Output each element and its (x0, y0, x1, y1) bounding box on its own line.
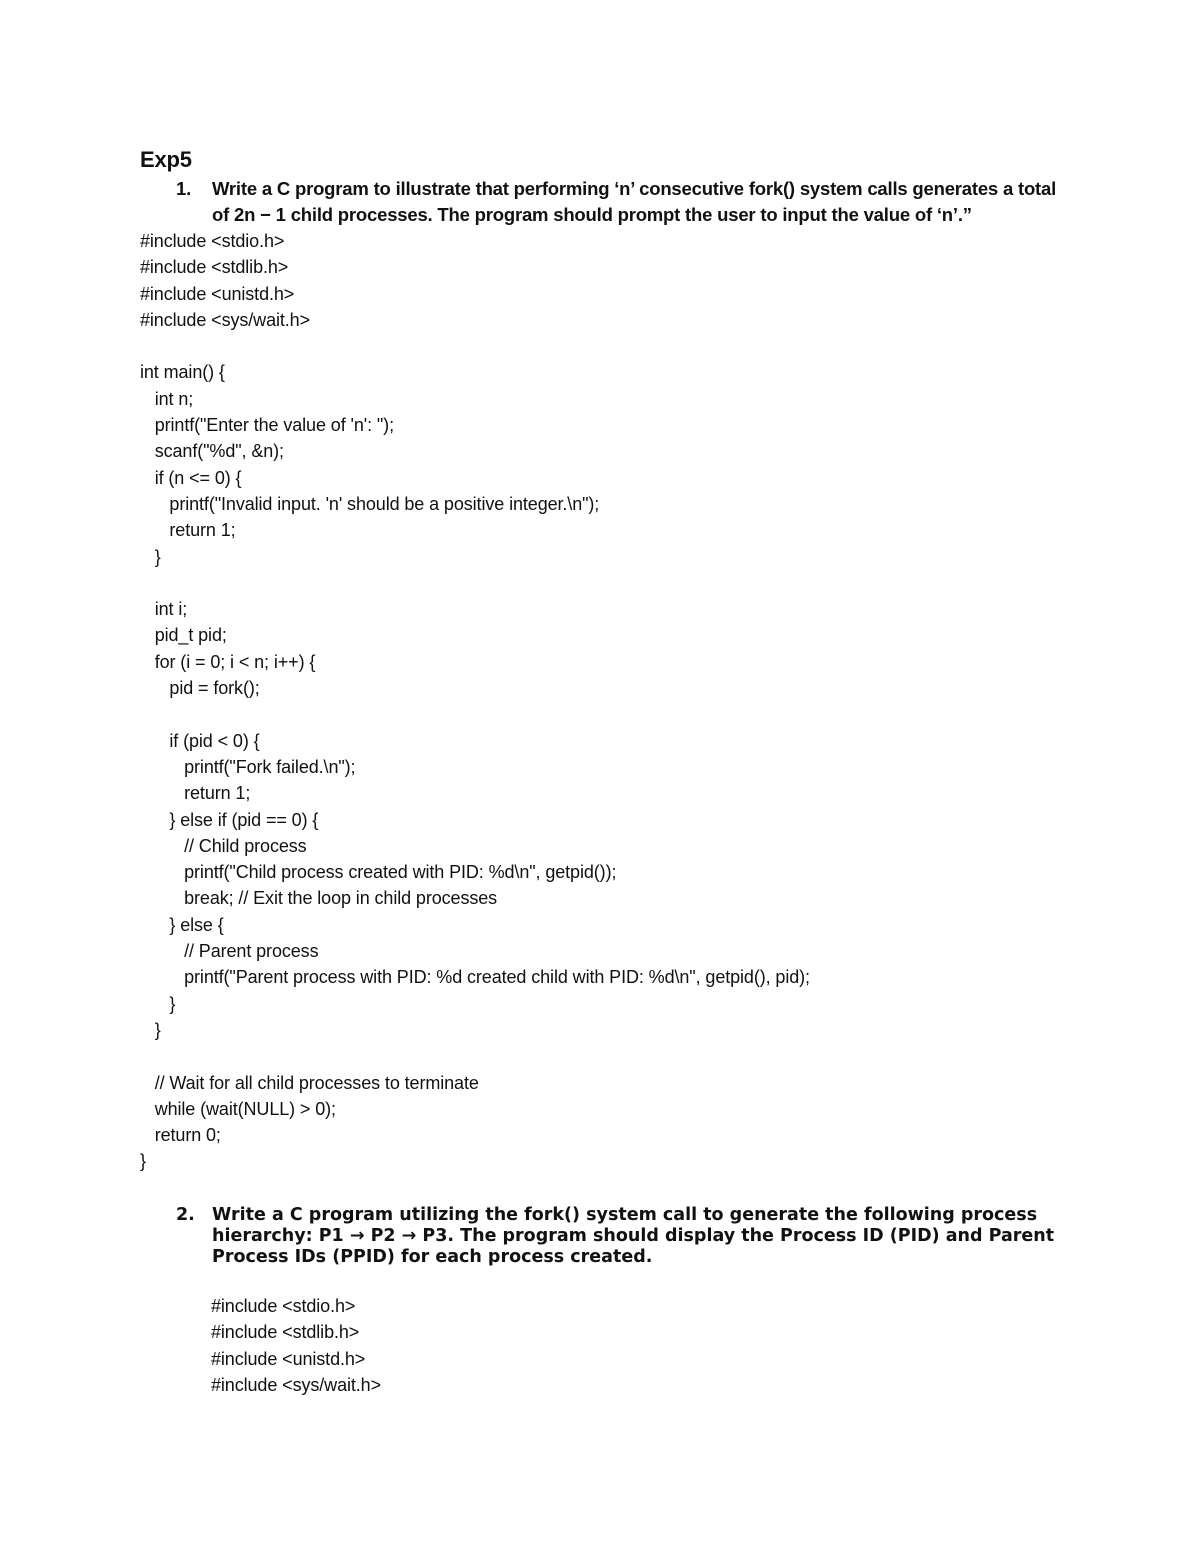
code-line: } (140, 993, 176, 1014)
code-line (140, 1043, 810, 1069)
question-text: Write a C program utilizing the fork() system call to generate the following process hierarchy: P1 → P2 → P3. The program should display the Process ID (PID) and Parent Process IDs (PPID) for each process created. (212, 1205, 1055, 1267)
code-line: #include <stdlib.h> (211, 1322, 360, 1343)
code-line: #include <stdio.h> (140, 231, 285, 251)
code-line: int n; (140, 388, 194, 409)
code-line: return 0; (140, 1125, 221, 1146)
code-line: } (140, 546, 161, 567)
code-line: printf("Child process created with PID: %d\n", getpid()); (140, 862, 617, 883)
page-title: Exp5 (140, 147, 192, 172)
code-line: break; // Exit the loop in child processes (140, 888, 498, 909)
code-line: pid_t pid; (140, 625, 227, 646)
code-line: int main() { (140, 362, 225, 383)
code-line: #include <sys/wait.h> (140, 309, 310, 330)
code-line (140, 333, 810, 359)
question-2 (176, 1205, 1076, 1275)
code-line: } (140, 1151, 146, 1172)
code-line: printf("Invalid input. 'n' should be a positive integer.\n"); (140, 493, 600, 514)
code-line: #include <stdlib.h> (140, 257, 289, 278)
code-line: // Parent process (140, 941, 319, 962)
code-block-1 (140, 228, 810, 1175)
code-line: return 1; (140, 783, 251, 804)
code-line: scanf("%d", &n); (140, 441, 284, 462)
code-line: printf("Parent process with PID: %d created child with PID: %d\n", getpid(), pid); (140, 967, 810, 988)
code-line: // Wait for all child processes to terminate (140, 1072, 479, 1093)
code-line: // Child process (140, 835, 307, 856)
question-number: 1. (176, 178, 192, 199)
code-line: int i; (140, 599, 188, 620)
code-line: } else { (140, 914, 224, 935)
code-line: while (wait(NULL) > 0); (140, 1098, 336, 1119)
code-line (140, 701, 810, 727)
code-line: } else if (pid == 0) { (140, 809, 319, 830)
code-line: printf("Fork failed.\n"); (140, 756, 356, 777)
code-line (140, 570, 810, 596)
question-1 (176, 176, 1076, 230)
code-line: return 1; (140, 520, 236, 541)
code-block-2 (211, 1293, 381, 1398)
code-line: printf("Enter the value of 'n': "); (140, 415, 394, 436)
code-line: #include <unistd.h> (211, 1348, 366, 1369)
question-number: 2. (176, 1205, 195, 1225)
code-line: pid = fork(); (140, 678, 260, 699)
code-line: } (140, 1019, 161, 1040)
code-line: for (i = 0; i < n; i++) { (140, 651, 316, 672)
code-line: if (pid < 0) { (140, 730, 260, 751)
code-line: #include <stdio.h> (211, 1296, 356, 1316)
question-text: Write a C program to illustrate that performing ‘n’ consecutive fork() system calls generates a total of 2n − 1 child processes. The program should prompt the user to input the value of ‘n’.” (212, 178, 1057, 225)
code-line: #include <sys/wait.h> (211, 1374, 381, 1395)
code-line: if (n <= 0) { (140, 467, 242, 488)
code-line: #include <unistd.h> (140, 283, 295, 304)
